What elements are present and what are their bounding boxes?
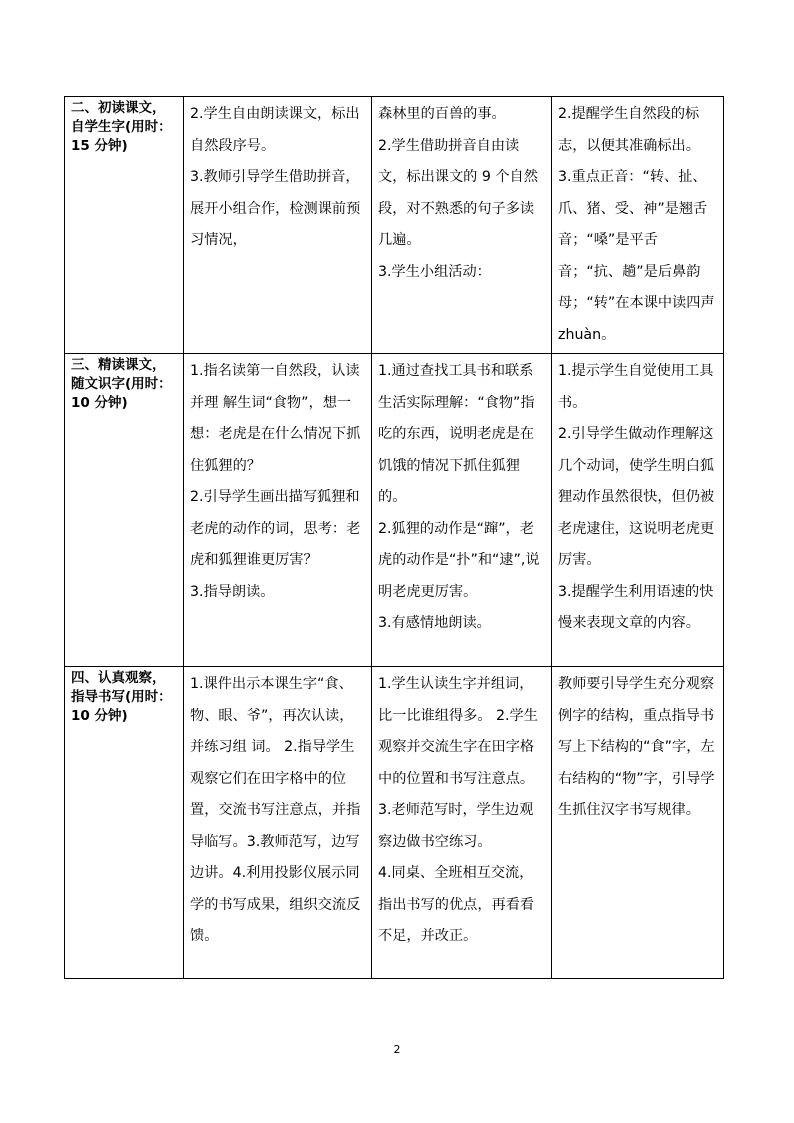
paragraph: 1.学生认读生字并组词，比一比谁组得多。 2.学生观察并交流生字在田字格中的位置和书写注意点。: [378, 676, 538, 787]
paragraph: 2.提醒学生自然段的标志，以便其准确标出。: [558, 106, 700, 154]
stage-line: 二、初读课文，: [71, 100, 166, 116]
paragraph: 森林里的百兽的事。: [378, 106, 506, 122]
paragraph: 3.老师范写时，学生边观察边做书空练习。: [378, 802, 534, 850]
student-activity-cell: [372, 667, 552, 979]
table-row: [65, 354, 724, 667]
paragraph: 1.通过查找工具书和联系生活实际理解：“食物”指吃的东西，说明老虎是在饥饿的情况下抓住狐狸的。: [378, 363, 535, 505]
table-row: [65, 667, 724, 979]
paragraph: 1.提示学生自觉使用工具书。: [558, 363, 714, 411]
stage-cell: [65, 354, 184, 667]
paragraph: 3.重点正音：“转、扯、爪、猪、受、神”是翘舌音；“嗓”是平舌音；“抗、趟”是后鼻韵母；“转”在本课中读四声 zhuàn。: [558, 169, 715, 343]
student-activity-cell: [372, 354, 552, 667]
paragraph: 1.课件出示本课生字“食、物、眼、爷”，再次认读，并练习组 词。 2.指导学生观察它们在田字格中的位置，交流书写注意点，并指导临写。3.教师范写，边写边讲。4.利用投影仪展示同学的书写成果，组织交流反馈。: [190, 676, 361, 944]
paragraph: 教师要引导学生充分观察例字的结构，重点指导书写上下结构的“食”字，左右结构的“物”字，引导学生抓住汉字书写规律。: [558, 676, 715, 818]
paragraph: 2.引导学生画出描写狐狸和老虎的动作的词，思考：老虎和狐狸谁更厉害？: [190, 489, 361, 568]
paragraph: 3.有感情地朗读。: [378, 615, 491, 631]
table-row: [65, 97, 724, 354]
teacher-activity-cell: [184, 667, 372, 979]
stage-line: 三、精读课文，: [71, 357, 166, 373]
design-note-cell: [552, 354, 724, 667]
page-number: 2: [393, 1043, 401, 1056]
paragraph: 1.指名读第一自然段，认读并理 解生词“食物”，想一想：老虎是在什么情况下抓住狐狸的？: [190, 363, 361, 474]
stage-cell: [65, 97, 184, 354]
stage-line: 随文识字(用时：: [71, 376, 172, 392]
stage-line: 10 分钟): [71, 395, 128, 411]
teacher-activity-cell: [184, 97, 372, 354]
paragraph: 3.学生小组活动：: [378, 263, 491, 280]
paragraph: 2.狐狸的动作是“蹿”，老虎的动作是“扑”和“逮”,说明老虎更厉害。: [378, 520, 540, 600]
design-note-cell: [552, 667, 724, 979]
stage-line: 四、认真观察，: [71, 670, 166, 686]
teacher-activity-cell: [184, 354, 372, 667]
stage-line: 指导书写(用时：: [71, 689, 172, 705]
paragraph: 2.引导学生做动作理解这几个动词，使学生明白狐狸动作虽然很快，但仍被老虎逮住，这说明老虎更厉害。: [558, 426, 715, 568]
paragraph: 4.同桌、全班相互交流，指出书写的优点，再看看不足，并改正。: [378, 865, 535, 944]
stage-line: 15 分钟): [71, 138, 128, 154]
design-note-cell: [552, 97, 724, 354]
paragraph: 2.学生自由朗读课文，标出自然段序号。: [190, 106, 360, 154]
lesson-plan-table: [64, 96, 724, 979]
stage-line: 10 分钟): [71, 708, 128, 724]
paragraph: 3.指导朗读。: [190, 583, 275, 600]
paragraph: 3.提醒学生利用语速的快慢来表现文章的内容。: [558, 583, 714, 631]
paragraph: 2.学生借助拼音自由读文，标出课文的 9 个自然段，对不熟悉的句子多读几遍。: [378, 137, 538, 248]
student-activity-cell: [372, 97, 552, 354]
paragraph: 3.教师引导学生借助拼音，展开小组合作，检测课前预习情况，: [190, 169, 361, 248]
stage-cell: [65, 667, 184, 979]
stage-line: 自学生字(用时：: [71, 119, 172, 135]
